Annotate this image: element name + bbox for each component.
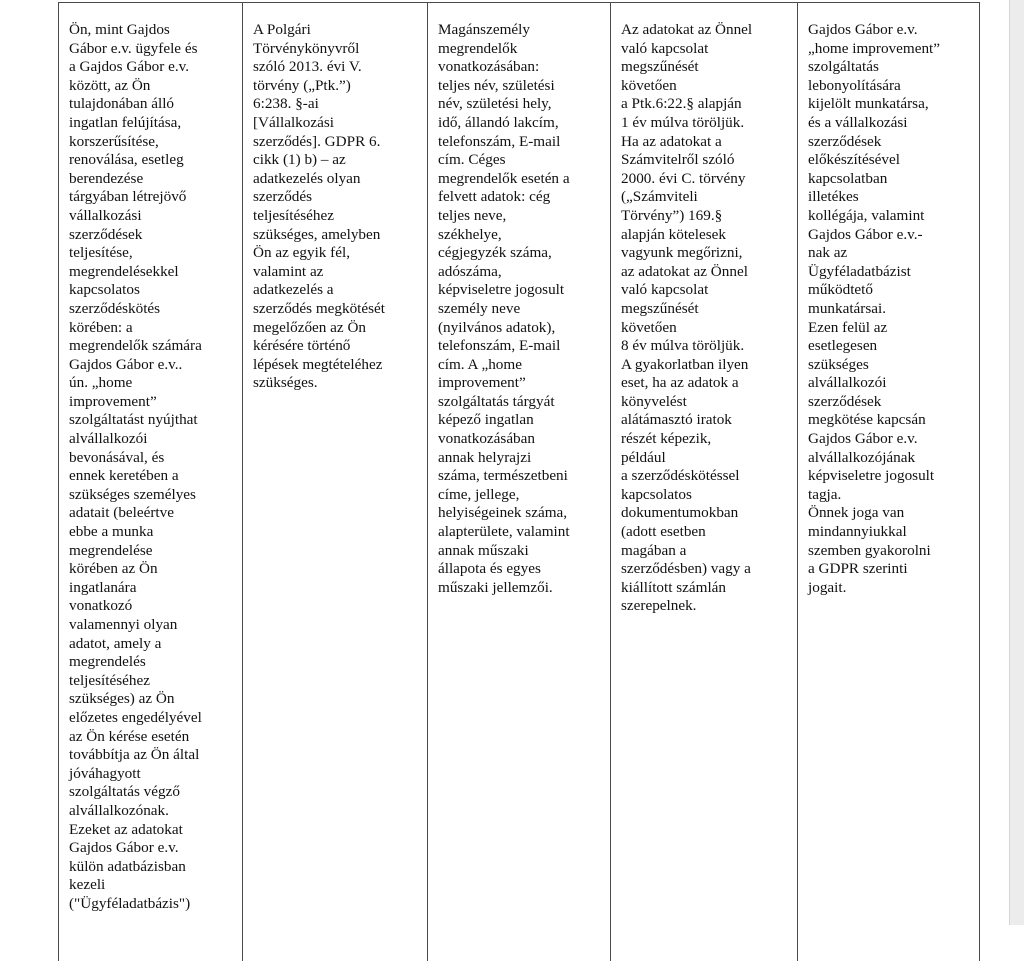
table-cell-retention: [611, 3, 798, 961]
table-cell-data-scope: [428, 3, 611, 961]
data-processing-table: [58, 2, 980, 961]
cell-text-legal-basis: A Polgári Törvénykönyvről szóló 2013. évi V. törvény („Ptk.”) 6:238. §-ai [Vállalkozási szerződés]. GDPR 6. cikk (1) b) – az adatkezelés olyan szerződés teljesítéséhez szükséges, amelyben Ön az egyik fél, valamint az adatkezelés a szerződés megkötését megelőzően az Ön kérésére történő lépések megtételéhez szükséges.: [253, 21, 419, 393]
cell-text-purpose: Ön, mint Gajdos Gábor e.v. ügyfele és a Gajdos Gábor e.v. között, az Ön tulajdonában álló ingatlan felújítása, korszerűsítése, renoválása, esetleg berendezése tárgyában létrejövő vállalkozási szerződések teljesítése, megrendelésekkel kapcsolatos szerződéskötés körében: a megrendelők számára Gajdos Gábor e.v.. ún. „home improvement” szolgáltatást nyújthat alvállalkozói bevonásával, és ennek keretében a szükséges személyes adatait (beleértve ebbe a munka megrendelése körében az Ön ingatlanára vonatkozó valamennyi olyan adatot, amely a megrendelés teljesítéséhez szükséges) az Ön előzetes engedélyével az Ön kérése esetén továbbítja az Ön által jóváhagyott szolgáltatás végző alvállalkozónak. Ezeket az adatokat Gajdos Gábor e.v. külön adatbázisban kezeli ("Ügyféladatbázis"): [69, 21, 234, 914]
table-cell-purpose: [59, 3, 243, 961]
table-row: [59, 3, 980, 961]
table-cell-legal-basis: [243, 3, 428, 961]
page-edge: [1009, 0, 1024, 925]
cell-text-recipients: Gajdos Gábor e.v. „home improvement” szolgáltatás lebonyolítására kijelölt munkatársa, és a vállalkozási szerződések előkészítésével kapcsolatban illetékes kollégája, valamint Gajdos Gábor e.v.- nak az Ügyféladatbázist működtető munkatársai. Ezen felül az esetlegesen szükséges alvállalkozói szerződések megkötése kapcsán Gajdos Gábor e.v. alvállalkozójának képviseletre jogosult tagja. Önnek joga van mindannyiukkal szemben gyakorolni a GDPR szerinti jogait.: [808, 21, 971, 597]
cell-text-data-scope: Magánszemély megrendelők vonatkozásában: teljes név, születési név, születési hely, idő, állandó lakcím, telefonszám, E-mail cím. Céges megrendelők esetén a felvett adatok: cég teljes neve, székhelye, cégjegyzék száma, adószáma, képviseletre jogosult személy neve (nyilvános adatok), telefonszám, E-mail cím. A „home improvement” szolgáltatás tárgyát képező ingatlan vonatkozásában annak helyrajzi száma, természetbeni címe, jellege, helyiségeinek száma, alapterülete, valamint annak műszaki állapota és egyes műszaki jellemzői.: [438, 21, 602, 597]
table-cell-recipients: [798, 3, 980, 961]
cell-text-retention: Az adatokat az Önnel való kapcsolat megszűnését követően a Ptk.6:22.§ alapján 1 év múlva töröljük. Ha az adatokat a Számvitelről szóló 2000. évi C. törvény („Számviteli Törvény”) 169.§ alapján kötelesek vagyunk megőrizni, az adatokat az Önnel való kapcsolat megszűnését követően 8 év múlva töröljük. A gyakorlatban ilyen eset, ha az adatok a könyvelést alátámasztó iratok részét képezik, például a szerződéskötéssel kapcsolatos dokumentumokban (adott esetben magában a szerződésben) vagy a kiállított számlán szerepelnek.: [621, 21, 789, 616]
